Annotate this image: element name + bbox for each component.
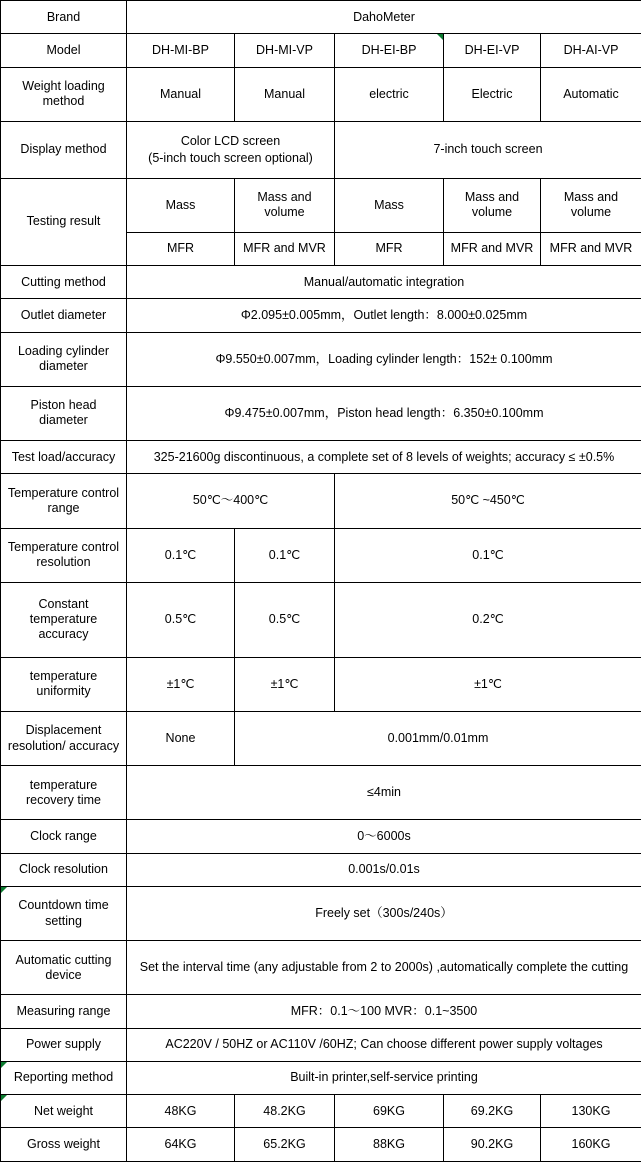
- cell-temperature-uniformity-1: ±1℃: [127, 657, 235, 711]
- row-label-temperature-control-resolution: Temperature control resolution: [1, 528, 127, 582]
- row-label-loading-cylinder-diameter: Loading cylinder diameter: [1, 332, 127, 386]
- row-label-automatic-cutting-device: Automatic cutting device: [1, 941, 127, 995]
- cell-model-5: DH-AI-VP: [541, 34, 641, 67]
- cell-net-weight-5: 130KG: [541, 1095, 641, 1128]
- cell-constant-temperature-accuracy-1: 0.5℃: [127, 582, 235, 657]
- row-label-gross-weight: Gross weight: [1, 1128, 127, 1162]
- cell-testing-result-b3: MFR: [335, 232, 444, 265]
- cell-outlet-diameter-value: Φ2.095±0.005mm，Outlet length：8.000±0.025mm: [127, 299, 641, 332]
- row-label-net-weight: Net weight: [1, 1095, 127, 1128]
- cell-temperature-uniformity-3: ±1℃: [335, 657, 641, 711]
- cell-gross-weight-1: 64KG: [127, 1128, 235, 1162]
- cell-net-weight-3: 69KG: [335, 1095, 444, 1128]
- cell-temperature-control-resolution-3: 0.1℃: [335, 528, 641, 582]
- table-row-outlet-diameter: [1, 299, 641, 332]
- cell-testing-result-a3: Mass: [335, 178, 444, 232]
- row-label-temperature-recovery-time: temperature recovery time: [1, 766, 127, 820]
- row-label-piston-head-diameter: Piston head diameter: [1, 386, 127, 440]
- cell-testing-result-b1: MFR: [127, 232, 235, 265]
- cell-testing-result-b2: MFR and MVR: [235, 232, 335, 265]
- cell-test-load-accuracy-value: 325-21600g discontinuous, a complete set of 8 levels of weights; accuracy ≤ ±0.5%: [127, 441, 641, 474]
- table-row-weight-loading-method: [1, 67, 641, 121]
- table-row-automatic-cutting-device: [1, 941, 641, 995]
- cell-model-1: DH-MI-BP: [127, 34, 235, 67]
- table-row-measuring-range: [1, 995, 641, 1028]
- cell-weight-loading-1: Manual: [127, 67, 235, 121]
- table-row-brand: [1, 1, 641, 34]
- cell-testing-result-a5: Mass and volume: [541, 178, 641, 232]
- cell-constant-temperature-accuracy-2: 0.5℃: [235, 582, 335, 657]
- cell-net-weight-2: 48.2KG: [235, 1095, 335, 1128]
- cell-testing-result-b5: MFR and MVR: [541, 232, 641, 265]
- row-label-test-load-accuracy: Test load/accuracy: [1, 441, 127, 474]
- cell-display-method-left: [127, 121, 335, 178]
- cell-model-4: DH-EI-VP: [444, 34, 541, 67]
- row-label-displacement-resolution-accuracy: Displacement resolution/ accuracy: [1, 712, 127, 766]
- row-label-reporting-method: Reporting method: [1, 1061, 127, 1094]
- table-row-net-weight: [1, 1095, 641, 1128]
- display-method-left-line1: Color LCD screen: [180, 134, 281, 149]
- table-row-clock-range: [1, 820, 641, 853]
- row-label-temperature-uniformity: temperature uniformity: [1, 657, 127, 711]
- cell-gross-weight-2: 65.2KG: [235, 1128, 335, 1162]
- cell-temperature-recovery-time-value: ≤4min: [127, 766, 641, 820]
- row-label-power-supply: Power supply: [1, 1028, 127, 1061]
- cell-displacement-right: 0.001mm/0.01mm: [235, 712, 641, 766]
- cell-gross-weight-3: 88KG: [335, 1128, 444, 1162]
- cell-model-2: DH-MI-VP: [235, 34, 335, 67]
- cell-testing-result-a4: Mass and volume: [444, 178, 541, 232]
- row-label-outlet-diameter: Outlet diameter: [1, 299, 127, 332]
- row-label-clock-resolution: Clock resolution: [1, 853, 127, 886]
- row-label-brand: Brand: [1, 1, 127, 34]
- cell-weight-loading-4: Electric: [444, 67, 541, 121]
- cell-temperature-control-resolution-1: 0.1℃: [127, 528, 235, 582]
- cell-piston-head-diameter-value: Φ9.475±0.007mm，Piston head length：6.350±0.100mm: [127, 386, 641, 440]
- table-row-clock-resolution: [1, 853, 641, 886]
- row-label-model: Model: [1, 34, 127, 67]
- display-method-left-line2: (5-inch touch screen optional): [148, 150, 313, 165]
- cell-model-3: DH-EI-BP: [335, 34, 444, 67]
- cell-temperature-control-range-right: 50℃ ~450℃: [335, 474, 641, 528]
- row-label-temperature-control-range: Temperature control range: [1, 474, 127, 528]
- cell-countdown-time-setting-value: Freely set（300s/240s）: [127, 887, 641, 941]
- table-row-temperature-uniformity: [1, 657, 641, 711]
- table-row-displacement-resolution-accuracy: [1, 712, 641, 766]
- table-row-display-method: [1, 121, 641, 178]
- cell-clock-resolution-value: 0.001s/0.01s: [127, 853, 641, 886]
- table-row-cutting-method: [1, 266, 641, 299]
- cell-automatic-cutting-device-value: Set the interval time (any adjustable from 2 to 2000s) ,automatically complete the cutting: [127, 941, 641, 995]
- cell-weight-loading-2: Manual: [235, 67, 335, 121]
- cell-gross-weight-4: 90.2KG: [444, 1128, 541, 1162]
- table-row-temperature-control-range: [1, 474, 641, 528]
- cell-measuring-range-value: MFR：0.1～100 MVR：0.1~3500: [127, 995, 641, 1028]
- cell-cutting-method-value: Manual/automatic integration: [127, 266, 641, 299]
- table-row-piston-head-diameter: [1, 386, 641, 440]
- cell-weight-loading-5: Automatic: [541, 67, 641, 121]
- row-label-testing-result: Testing result: [1, 178, 127, 265]
- cell-temperature-control-resolution-2: 0.1℃: [235, 528, 335, 582]
- row-label-constant-temperature-accuracy: Constant temperature accuracy: [1, 582, 127, 657]
- table-row-constant-temperature-accuracy: [1, 582, 641, 657]
- table-row-temperature-control-resolution: [1, 528, 641, 582]
- cell-net-weight-4: 69.2KG: [444, 1095, 541, 1128]
- cell-constant-temperature-accuracy-3: 0.2℃: [335, 582, 641, 657]
- cell-temperature-uniformity-2: ±1℃: [235, 657, 335, 711]
- cell-loading-cylinder-diameter-value: Φ9.550±0.007mm，Loading cylinder length：152± 0.100mm: [127, 332, 641, 386]
- cell-display-method-right: 7-inch touch screen: [335, 121, 641, 178]
- cell-clock-range-value: 0～6000s: [127, 820, 641, 853]
- row-label-weight-loading-method: Weight loading method: [1, 67, 127, 121]
- table-row-testing-result-1: [1, 178, 641, 232]
- table-row-gross-weight: [1, 1128, 641, 1162]
- row-label-display-method: Display method: [1, 121, 127, 178]
- cell-power-supply-value: AC220V / 50HZ or AC110V /60HZ; Can choose different power supply voltages: [127, 1028, 641, 1061]
- table-row-reporting-method: [1, 1061, 641, 1094]
- cell-testing-result-a1: Mass: [127, 178, 235, 232]
- row-label-countdown-time-setting: Countdown time setting: [1, 887, 127, 941]
- table-row-temperature-recovery-time: [1, 766, 641, 820]
- cell-gross-weight-5: 160KG: [541, 1128, 641, 1162]
- table-row-model: [1, 34, 641, 67]
- cell-reporting-method-value: Built-in printer,self-service printing: [127, 1061, 641, 1094]
- row-label-clock-range: Clock range: [1, 820, 127, 853]
- cell-temperature-control-range-left: 50℃～400℃: [127, 474, 335, 528]
- table-row-test-load-accuracy: [1, 441, 641, 474]
- cell-brand-value: DahoMeter: [127, 1, 641, 34]
- cell-testing-result-a2: Mass and volume: [235, 178, 335, 232]
- cell-weight-loading-3: electric: [335, 67, 444, 121]
- cell-displacement-left: None: [127, 712, 235, 766]
- row-label-measuring-range: Measuring range: [1, 995, 127, 1028]
- table-row-loading-cylinder-diameter: [1, 332, 641, 386]
- cell-net-weight-1: 48KG: [127, 1095, 235, 1128]
- table-row-power-supply: [1, 1028, 641, 1061]
- row-label-cutting-method: Cutting method: [1, 266, 127, 299]
- table-row-countdown-time-setting: [1, 887, 641, 941]
- cell-testing-result-b4: MFR and MVR: [444, 232, 541, 265]
